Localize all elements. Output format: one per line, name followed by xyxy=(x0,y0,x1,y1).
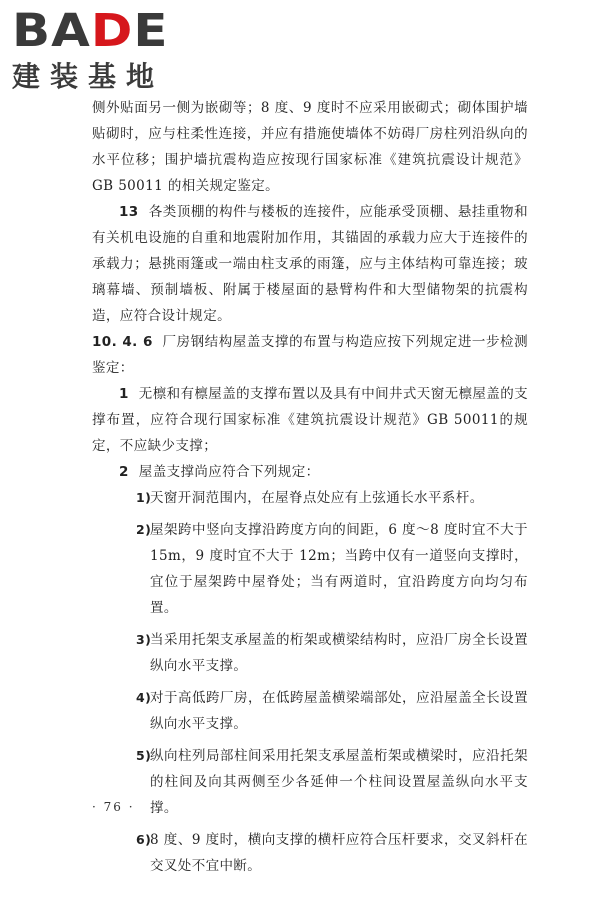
item-text: 无檩和有檩屋盖的支撑布置以及具有中间井式天窗无檩屋盖的支撑布置，应符合现行国家标准《建筑抗震设计规范》GB 50011的规定，不应缺少支撑； xyxy=(92,386,528,454)
list-marker: 5) xyxy=(136,748,152,763)
list-marker: 2) xyxy=(136,522,152,537)
list-item xyxy=(92,827,528,879)
list-item xyxy=(92,485,528,511)
list-item xyxy=(92,517,528,621)
item-number: 1 xyxy=(119,386,129,402)
logo-text-accent: D xyxy=(90,4,134,57)
list-marker: 4) xyxy=(136,690,152,705)
logo-text-suffix: E xyxy=(133,4,169,57)
list-marker: 1) xyxy=(136,490,152,505)
list-text: 天窗开洞范围内，在屋脊点处应有上弦通长水平系杆。 xyxy=(150,490,484,506)
page-number: · 76 · xyxy=(92,800,135,814)
section-10-4-6 xyxy=(92,329,528,381)
brand-logo xyxy=(12,4,182,93)
list-marker: 3) xyxy=(136,632,152,647)
list-text: 对于高低跨厂房，在低跨屋盖横梁端部处，应沿屋盖全长设置纵向水平支撑。 xyxy=(150,690,528,732)
item-number: 2 xyxy=(119,464,129,480)
item-text: 屋盖支撑尚应符合下列规定： xyxy=(138,464,320,480)
section-number: 10. 4. 6 xyxy=(92,334,153,350)
clause-text: 各类顶棚的构件与楼板的连接件，应能承受顶棚、悬挂重物和有关机电设施的自重和地震附加作用，其锚固的承载力应大于连接件的承载力；悬挑雨篷或一端由柱支承的雨篷，应与主体结构可靠连接；玻璃幕墙、预制墙板、附属于楼屋面的悬臂构件和大型储物架的抗震构造，应符合设计规定。 xyxy=(92,204,528,324)
logo-wordmark xyxy=(12,4,182,57)
list-item xyxy=(92,627,528,679)
clause-13 xyxy=(92,199,528,329)
clause-number: 13 xyxy=(119,204,139,220)
list-text: 屋架跨中竖向支撑沿跨度方向的间距，6 度～8 度时宜不大于 15m，9 度时宜不大于 12m；当跨中仅有一道竖向支撑时，宜位于屋架跨中屋脊处；当有两道时，宜沿跨度方向均匀布置。 xyxy=(150,522,528,616)
page-body xyxy=(92,95,528,885)
item-1 xyxy=(92,381,528,459)
list-item xyxy=(92,685,528,737)
list-marker: 6) xyxy=(136,832,152,847)
section-text: 厂房钢结构屋盖支撑的布置与构造应按下列规定进一步检测鉴定： xyxy=(92,334,528,376)
item-2 xyxy=(92,459,528,485)
paragraph-continuation: 侧外贴面另一侧为嵌砌等；8 度、9 度时不应采用嵌砌式；砌体围护墙贴砌时，应与柱柔性连接，并应有措施使墙体不妨碍厂房柱列沿纵向的水平位移；围护墙抗震构造应按现行国家标准《建筑抗震设计规范》GB 50011 的相关规定鉴定。 xyxy=(92,100,528,194)
list-text: 8 度、9 度时，横向支撑的横杆应符合压杆要求，交叉斜杆在交叉处不宜中断。 xyxy=(150,832,528,874)
list-text: 纵向柱列局部柱间采用托架支承屋盖桁架或横梁时，应沿托架的柱间及向其两侧至少各延伸一个柱间设置屋盖纵向水平支撑。 xyxy=(150,748,528,816)
subitem-list xyxy=(92,485,528,879)
list-text: 当采用托架支承屋盖的桁架或横梁结构时，应沿厂房全长设置纵向水平支撑。 xyxy=(150,632,528,674)
logo-text-prefix: BA xyxy=(12,4,91,57)
list-item xyxy=(92,743,528,821)
logo-subtitle: 建装基地 xyxy=(12,60,165,93)
